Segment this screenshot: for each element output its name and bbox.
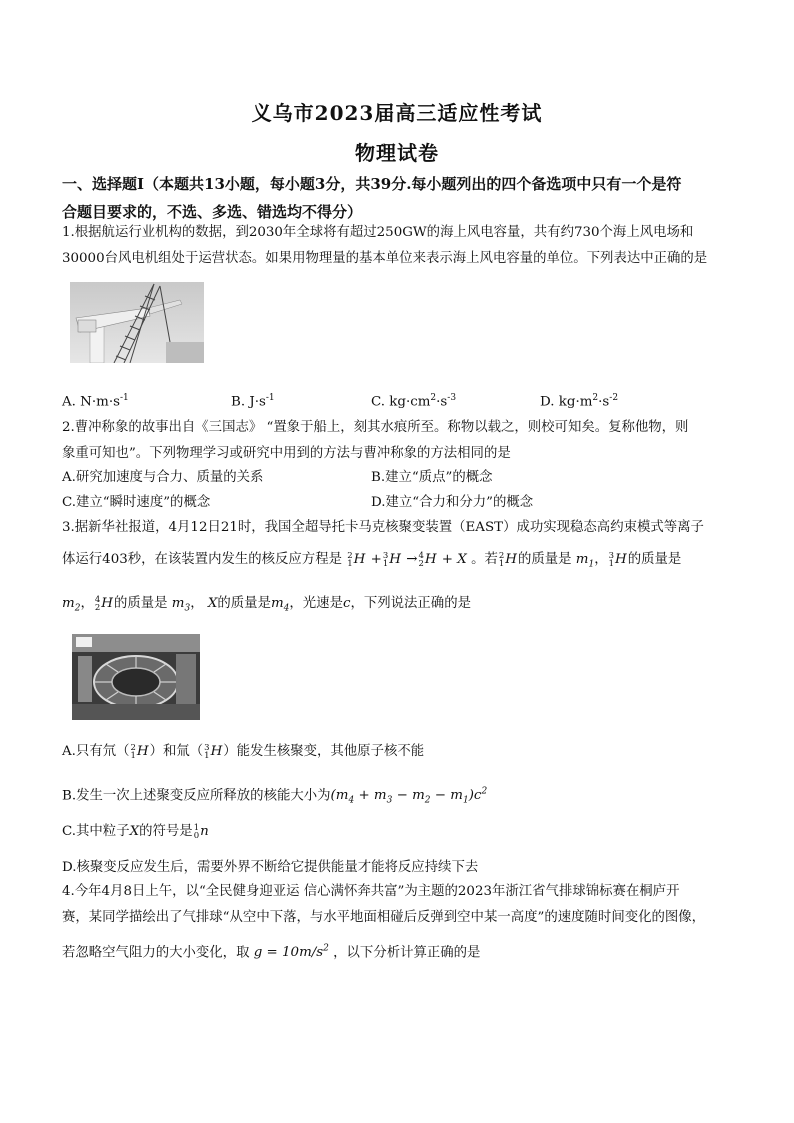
question-2-line1: 2.曹冲称象的故事出自《三国志》 “置象于船上，刻其水痕所至。称物以载之，则校可知矣。复称他物，则: [62, 420, 689, 435]
option-d-mid: ·s: [598, 394, 610, 410]
wind-turbine-photo: [70, 282, 204, 363]
q3-option-a-part1: A.只有氘（: [62, 744, 130, 759]
question-3-line1: 3.据新华社报道，4月12日21时，我国全超导托卡马克核聚变装置（EAST）成功实现稳态高约束模式等离子: [62, 520, 704, 535]
question-3-line3: $m_2$， 4 2 H的质量是 $m_3$， X的质量是$m_4$，光速是c，下列说法正确的是: [62, 594, 471, 614]
question-3-line3a: ，: [80, 596, 94, 611]
exam-title: 义乌市2023届高三适应性考试: [251, 101, 543, 125]
option-c-exp1: 2: [430, 393, 437, 403]
option-b-exp: -1: [265, 393, 275, 403]
option-a-exp: -1: [119, 393, 129, 403]
question-1-option-c[interactable]: [371, 388, 456, 412]
question-2-option-b[interactable]: B.建立“质点”的概念: [371, 470, 493, 485]
option-d-exp2: -2: [609, 393, 619, 403]
question-1-line1: 1.根据航运行业机构的数据，到2030年全球将有超过250GW的海上风电容量，共有约730个海上风电场和: [62, 225, 694, 240]
question-3-line2a: 体运行403秒，在该装置内发生的核反应方程是: [62, 552, 342, 567]
q3-option-c-part2: 的符号是: [139, 824, 193, 839]
q3-option-c-part1: C.其中粒子: [62, 824, 130, 839]
question-3-option-b[interactable]: B.发生一次上述聚变反应所释放的核能大小为$(m_4 + m_3 - m_2 - m_1)c^2$: [62, 787, 488, 807]
question-4-line3: 若忽略空气阻力的大小变化，取 $g = 10m/s^2$ ，以下分析计算正确的是: [62, 944, 481, 961]
question-3-line3f: ，下列说法正确的是: [350, 596, 471, 611]
question-1-option-d[interactable]: [540, 388, 618, 412]
q3-option-a-part2: ）和氚（: [149, 744, 204, 759]
question-3-line3b: 的质量是: [113, 596, 168, 611]
question-4-line3a: 若忽略空气阻力的大小变化，取: [62, 945, 250, 961]
option-d-text: D. kg·m: [540, 394, 593, 410]
question-3-option-a[interactable]: A.只有氘（ 2 1 H）和氚（ 3 1 H）能发生核聚变，其他原子核不能: [62, 742, 425, 761]
question-3-line3d: 的质量是: [217, 596, 271, 611]
question-4-stem: [62, 879, 738, 931]
section-heading-line1: 一、选择题Ⅰ（本题共13小题，每小题3分，共39分.每小题列出的四个备选项中只有一个是符: [62, 175, 682, 193]
option-c-mid: ·s: [436, 394, 448, 410]
question-1-stem: [62, 220, 738, 272]
question-4-line1: 4.今年4月8日上午，以“全民健身迎亚运 信心满怀奔共富”为主题的2023年浙江省气排球锦标赛在桐庐开: [62, 884, 680, 899]
question-1-option-b[interactable]: [231, 388, 275, 412]
tokamak-illustration: [72, 634, 200, 720]
question-1-option-a[interactable]: [62, 388, 129, 412]
nuclear-equation: 2 1 H + 3 1 H → 4 2 H + X: [347, 550, 472, 569]
exam-subtitle: 物理试卷: [355, 141, 439, 165]
option-c-text: C. kg·cm: [371, 394, 431, 410]
question-3-line2c: 的质量是: [517, 552, 572, 567]
option-a-text: A. N·m·s: [62, 394, 120, 410]
option-c-exp2: -3: [447, 393, 457, 403]
question-3-option-d[interactable]: D.核聚变反应发生后，需要外界不断给它提供能量才能将反应持续下去: [62, 860, 479, 875]
q3-option-a-part3: ）能发生核聚变，其他原子核不能: [223, 744, 425, 759]
question-3-line3c: ，: [190, 596, 204, 611]
question-4-line2: 赛，某同学描绘出了气排球“从空中下落，与水平地面相碰后反弹到空中某一高度”的速度随时间变化的图像，: [62, 910, 706, 925]
option-d-exp1: 2: [592, 393, 599, 403]
question-2-stem: [62, 415, 738, 467]
wind-turbine-illustration: [70, 282, 204, 363]
question-2-option-c[interactable]: C.建立“瞬时速度”的概念: [62, 495, 211, 510]
question-3-line2d: ，: [594, 552, 608, 567]
question-4-line3b: ，以下分析计算正确的是: [333, 945, 481, 961]
question-3-line2b: 。若: [471, 552, 498, 567]
question-3-option-c[interactable]: C.其中粒子X的符号是 1 0 n: [62, 822, 209, 841]
question-3-line3e: ，光速是: [289, 596, 343, 611]
section-heading: [62, 170, 742, 226]
option-b-text: B. J·s: [231, 394, 266, 410]
question-2-line2: 象重可知也”。下列物理学习或研究中用到的方法与曹冲称象的方法相同的是: [62, 446, 511, 461]
tokamak-photo: [72, 634, 200, 720]
section-heading-line2: 合题目要求的，不选、多选、错选均不得分）: [62, 203, 363, 221]
question-2-option-a[interactable]: A.研究加速度与合力、质量的关系: [62, 470, 264, 485]
question-2-option-d[interactable]: D.建立“合力和分力”的概念: [371, 495, 534, 510]
q3-option-b-part1: B.发生一次上述聚变反应所释放的核能大小为: [62, 788, 331, 804]
question-3-line2e: 的质量是: [627, 552, 682, 567]
question-1-line2: 30000台风电机组处于运营状态。如果用物理量的基本单位来表示海上风电容量的单位。下列表达中正确的是: [62, 251, 708, 266]
question-3-line2: 体运行403秒，在该装置内发生的核反应方程是 2 1 H + 3 1 H → 4 2 H + X 。若 2 1 H的质量是 $m_1$， 3 1 H的质量是: [62, 550, 682, 570]
